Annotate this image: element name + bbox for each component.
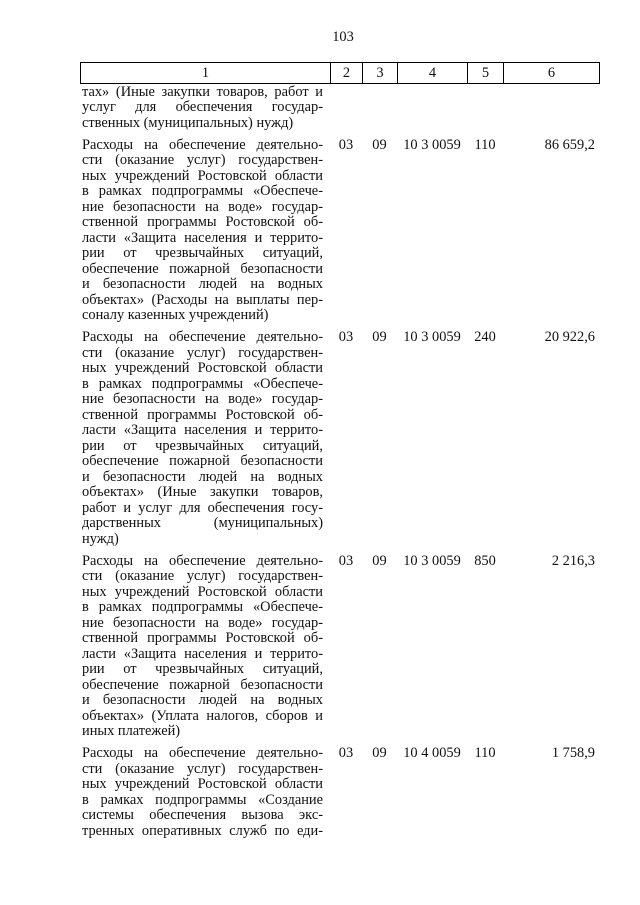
expense-type-cell: 850 xyxy=(474,552,496,569)
description-line: рии от чрезвычайных ситуаций, xyxy=(82,662,323,678)
table-row xyxy=(80,330,600,547)
header-cell-4: 4 xyxy=(397,62,467,84)
amount-cell: 86 659,2 xyxy=(544,136,595,153)
table-row xyxy=(80,746,600,839)
description-line: объектах» (Иные закупки товаров, xyxy=(82,485,323,501)
description-line: ных учреждений Ростовской области xyxy=(82,168,323,184)
description-line: ственной программы Ростовской об- xyxy=(82,631,323,647)
expense-type-cell: 110 xyxy=(474,136,496,153)
description-line: ных учреждений Ростовской области xyxy=(82,777,323,793)
description-line: и безопасности людей на водных xyxy=(82,469,323,485)
description-line: ние безопасности на воде» государ- xyxy=(82,615,323,631)
header-cell-2: 2 xyxy=(330,62,362,84)
amount-cell: 20 922,6 xyxy=(544,329,595,346)
description-line: и безопасности людей на водных xyxy=(82,693,323,709)
header-cell-5: 5 xyxy=(467,62,503,84)
table-body xyxy=(80,85,600,840)
description-line: ние безопасности на воде» государ- xyxy=(82,392,323,408)
amount-cell: 1 758,9 xyxy=(551,745,595,762)
description-line: ных учреждений Ростовской области xyxy=(82,361,323,377)
target-item-cell: 10 3 0059 xyxy=(403,329,461,346)
table-header-row xyxy=(80,62,600,84)
description-line: сти (оказание услуг) государствен- xyxy=(82,569,323,585)
section-cell: 03 xyxy=(338,552,354,569)
description-line: ственной программы Ростовской об- xyxy=(82,407,323,423)
description-line: в рамках подпрограммы «Создание xyxy=(82,792,323,808)
description-line: услуг для обеспечения государ- xyxy=(82,100,323,116)
table-row xyxy=(80,554,600,740)
header-cell-6: 6 xyxy=(503,62,600,84)
description-line: Расходы на обеспечение деятельно- xyxy=(82,137,323,153)
description-line: сти (оказание услуг) государствен- xyxy=(82,153,323,169)
target-item-cell xyxy=(397,85,467,132)
target-item-cell: 10 3 0059 xyxy=(403,552,461,569)
description-line: сти (оказание услуг) государствен- xyxy=(82,345,323,361)
description-line: обеспечение пожарной безопасности xyxy=(82,261,323,277)
budget-table xyxy=(80,62,600,839)
description-line: тренных оперативных служб по еди- xyxy=(82,823,323,839)
description-line: в рамках подпрограммы «Обеспече- xyxy=(82,376,323,392)
description-line: сти (оказание услуг) государствен- xyxy=(82,761,323,777)
description-line: иных платежей) xyxy=(82,724,181,740)
description-cell xyxy=(80,330,330,547)
description-line: ние безопасности на воде» государ- xyxy=(82,199,323,215)
description-line: объектах» (Уплата налогов, сборов и xyxy=(82,708,323,724)
subsection-cell: 09 xyxy=(372,745,387,762)
table-row xyxy=(80,85,600,132)
expense-type-cell: 110 xyxy=(474,745,496,762)
description-line: Расходы на обеспечение деятельно- xyxy=(82,746,323,762)
target-item-cell: 10 3 0059 xyxy=(403,136,461,153)
description-line: дарственных (муниципальных) xyxy=(82,516,323,532)
description-line: Расходы на обеспечение деятельно- xyxy=(82,553,323,569)
description-line: ласти «Защита населения и террито- xyxy=(82,646,323,662)
description-cell xyxy=(80,85,330,132)
description-line: в рамках подпрограммы «Обеспече- xyxy=(82,600,323,616)
subsection-cell: 09 xyxy=(372,136,387,153)
page-number: 103 xyxy=(332,29,354,45)
description-line: рии от чрезвычайных ситуаций, xyxy=(82,246,323,262)
description-line: рии от чрезвычайных ситуаций, xyxy=(82,438,323,454)
amount-cell: 2 216,3 xyxy=(551,552,595,569)
expense-type-cell xyxy=(467,85,503,132)
description-line: ласти «Защита населения и террито- xyxy=(82,423,323,439)
description-cell xyxy=(80,554,330,740)
description-line: системы обеспечения вызова экс- xyxy=(82,808,323,824)
description-cell xyxy=(80,746,330,839)
description-line: ных учреждений Ростовской области xyxy=(82,584,323,600)
description-line: ласти «Защита населения и террито- xyxy=(82,230,323,246)
subsection-cell: 09 xyxy=(372,329,387,346)
table-row xyxy=(80,138,600,324)
description-line: тах» (Иные закупки товаров, работ и xyxy=(82,84,323,100)
description-line: обеспечение пожарной безопасности xyxy=(82,677,323,693)
description-cell xyxy=(80,138,330,324)
target-item-cell: 10 4 0059 xyxy=(403,745,461,762)
section-cell: 03 xyxy=(338,136,354,153)
description-line: работ и услуг для обеспечения госу- xyxy=(82,500,323,516)
header-cell-3: 3 xyxy=(362,62,397,84)
section-cell: 03 xyxy=(338,745,354,762)
description-line: обеспечение пожарной безопасности xyxy=(82,454,323,470)
subsection-cell: 09 xyxy=(372,552,387,569)
section-cell xyxy=(330,85,362,132)
header-cell-1: 1 xyxy=(80,62,330,84)
description-line: нужд) xyxy=(82,531,119,547)
description-line: ственной программы Ростовской об- xyxy=(82,215,323,231)
description-line: объектах» (Расходы на выплаты пер- xyxy=(82,292,323,308)
subsection-cell xyxy=(362,85,397,132)
description-line: Расходы на обеспечение деятельно- xyxy=(82,330,323,346)
description-line: соналу казенных учреждений) xyxy=(82,308,269,324)
expense-type-cell: 240 xyxy=(474,329,496,346)
description-line: и безопасности людей на водных xyxy=(82,277,323,293)
description-line: ственных (муниципальных) нужд) xyxy=(82,115,294,131)
description-line: в рамках подпрограммы «Обеспече- xyxy=(82,184,323,200)
amount-cell xyxy=(503,85,600,132)
section-cell: 03 xyxy=(338,329,354,346)
